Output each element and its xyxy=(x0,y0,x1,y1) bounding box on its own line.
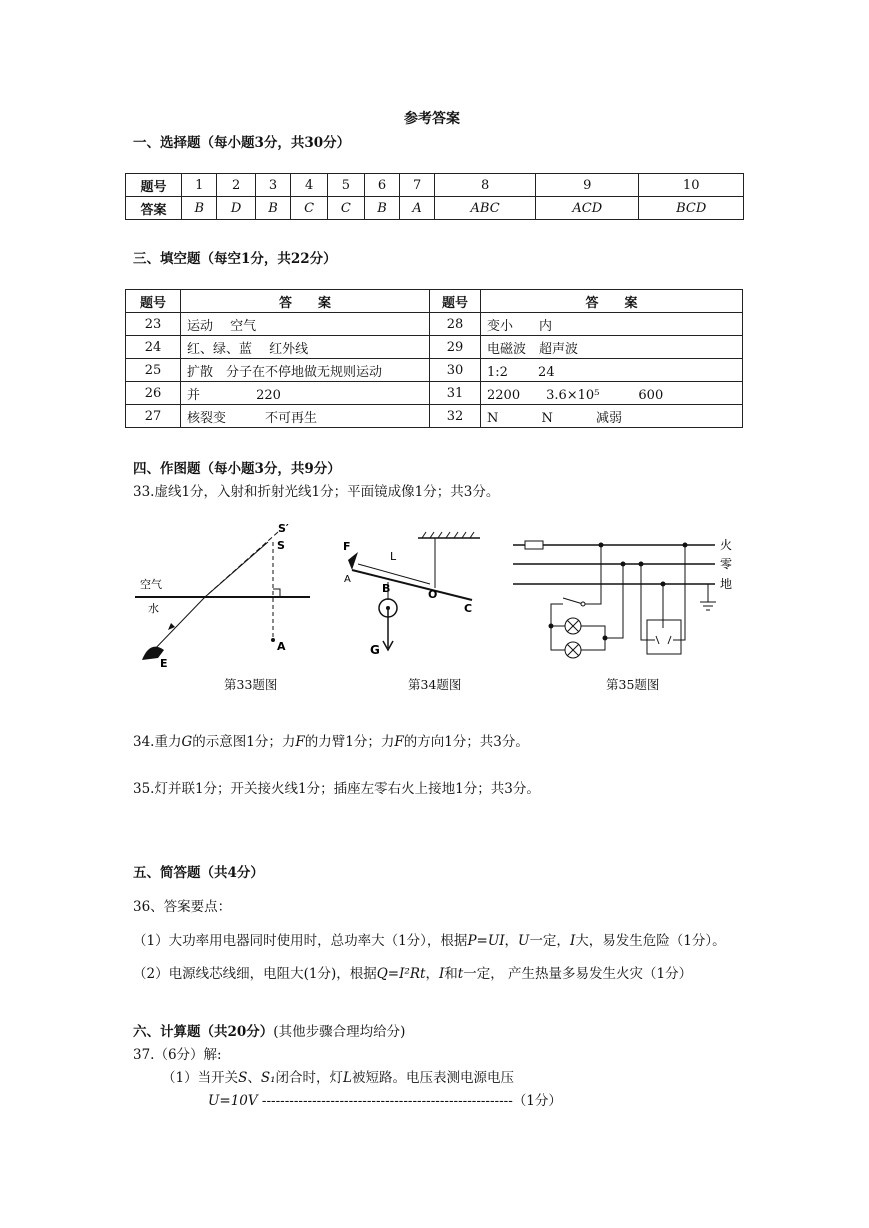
table-cell: 1 xyxy=(182,174,217,197)
ceiling-hatch xyxy=(422,532,474,538)
live-label: 火 xyxy=(720,538,733,552)
text-run: I xyxy=(438,966,445,982)
text-run: 的方向1分；共3分。 xyxy=(403,734,529,750)
table-cell: 6 xyxy=(364,174,399,197)
table-cell: C xyxy=(291,197,328,220)
table-cell: 4 xyxy=(291,174,328,197)
table-cell: 28 xyxy=(430,313,481,336)
text-run: 和 xyxy=(444,966,458,982)
table-header-q: 题号 xyxy=(126,174,182,197)
socket-icon xyxy=(647,620,681,654)
score-note: （1分） xyxy=(512,1093,562,1109)
table-cell: 9 xyxy=(536,174,639,197)
text-run: 34.重力 xyxy=(133,734,182,750)
text-run: Q=I²Rt xyxy=(376,966,426,982)
section-6-heading: 六、计算题（共20分） xyxy=(133,1024,274,1040)
table-cell: 24 xyxy=(126,336,181,359)
text-run: 、 xyxy=(247,1070,261,1086)
table-row xyxy=(126,174,744,197)
text-run: 大，易发生危险（1分）。 xyxy=(575,933,726,949)
table-cell: 26 xyxy=(126,382,181,405)
a-label: A xyxy=(344,574,351,585)
table-cell: C xyxy=(328,197,365,220)
figure-33-caption: 第33题图 xyxy=(224,677,278,692)
s-label: S xyxy=(277,539,285,552)
table-row xyxy=(126,290,743,313)
table-cell: 8 xyxy=(435,174,536,197)
text-run: ， xyxy=(425,966,439,982)
water-label: 水 xyxy=(148,602,159,615)
q37-part-1 xyxy=(162,1066,514,1086)
table-row xyxy=(126,313,743,336)
force-arrow-icon xyxy=(348,552,358,570)
table-cell: 29 xyxy=(430,336,481,359)
table-cell: ACD xyxy=(536,197,639,220)
text-run: 一定， xyxy=(529,933,570,949)
incident-ray-line xyxy=(205,542,268,597)
g-label: G xyxy=(370,643,380,657)
table-cell: 23 xyxy=(126,313,181,336)
table-row xyxy=(126,382,743,405)
text-run: S xyxy=(238,1070,248,1086)
text-run: I xyxy=(569,933,576,949)
q36-point-2 xyxy=(133,962,692,982)
figure-35 xyxy=(513,532,743,664)
section-6-note: (其他步骤合理均给分) xyxy=(273,1024,406,1040)
table-header-q: 题号 xyxy=(430,290,481,313)
table-cell: 3 xyxy=(255,174,290,197)
table-row xyxy=(126,405,743,428)
dash-leader: ------------------------------------------------------- xyxy=(261,1093,513,1109)
table-cell: 2200 3.6×10⁵ 600 xyxy=(481,382,743,405)
table-cell: 10 xyxy=(639,174,744,197)
table-cell: N N 减弱 xyxy=(481,405,743,428)
text-run: 的力臂1分；力 xyxy=(304,734,395,750)
q37-text: 37.（6分）解: xyxy=(133,1047,222,1063)
right-angle-mark xyxy=(273,589,280,597)
table-row xyxy=(126,197,744,220)
table-cell: 扩散 分子在不停地做无规则运动 xyxy=(181,359,430,382)
table-cell: B xyxy=(255,197,290,220)
q37-equation-line xyxy=(208,1089,562,1109)
text-run: P=UI xyxy=(467,933,505,949)
table-cell: 5 xyxy=(328,174,365,197)
lamp-right-wire xyxy=(581,626,605,650)
text-run: S₁ xyxy=(260,1070,276,1086)
figure-34 xyxy=(340,530,500,662)
table-cell: ABC xyxy=(435,197,536,220)
q35-text: 35.灯并联1分；开关接火线1分；插座左零右火上接地1分；共3分。 xyxy=(133,781,540,797)
table-header-a: 答案 xyxy=(126,197,182,220)
lever-bar xyxy=(352,570,472,600)
lamp-neutral-wire xyxy=(605,564,623,638)
text-run: t xyxy=(457,966,464,982)
table-row xyxy=(126,359,743,382)
text-run: 被短路。电压表测电源电压 xyxy=(351,1070,514,1086)
table-cell: 32 xyxy=(430,405,481,428)
table-cell: 核裂变 不可再生 xyxy=(181,405,430,428)
fill-answer-table xyxy=(125,289,743,428)
text-run: （1）大功率用电器同时使用时，总功率大（1分），根据 xyxy=(133,933,468,949)
a-label: A xyxy=(277,640,286,653)
text-run: （2）电源线芯线细，电阻大(1分)，根据 xyxy=(133,966,377,982)
neutral-label: 零 xyxy=(720,557,733,571)
switch-contact xyxy=(581,602,585,606)
table-header-q: 题号 xyxy=(126,290,181,313)
q34-text xyxy=(133,730,529,750)
table-row xyxy=(126,336,743,359)
section-6-heading-line xyxy=(133,1020,405,1040)
section-5-heading: 五、简答题（共4分） xyxy=(133,865,264,881)
switch-blade xyxy=(563,598,583,604)
q36-point-1 xyxy=(133,929,726,949)
table-header-a: 答 案 xyxy=(481,290,743,313)
text-run: F xyxy=(295,734,305,750)
table-cell: BCD xyxy=(639,197,744,220)
choice-answer-table xyxy=(125,173,744,220)
earth-label: 地 xyxy=(720,577,733,591)
table-cell: B xyxy=(182,197,217,220)
table-cell: 变小 内 xyxy=(481,313,743,336)
point-a-dot xyxy=(271,638,275,642)
table-cell: 电磁波 超声波 xyxy=(481,336,743,359)
section-1-heading: 一、选择题（每小题3分，共30分） xyxy=(133,135,351,151)
l-label: L xyxy=(390,550,397,563)
table-cell: 7 xyxy=(400,174,435,197)
table-cell: 25 xyxy=(126,359,181,382)
table-cell: A xyxy=(400,197,435,220)
text-run: 闭合时，灯 xyxy=(275,1070,344,1086)
air-label: 空气 xyxy=(140,578,162,591)
f-label: F xyxy=(343,540,351,553)
table-header-a: 答 案 xyxy=(181,290,430,313)
table-cell: 运动 空气 xyxy=(181,313,430,336)
section-3-heading: 三、填空题（每空1分，共22分） xyxy=(133,251,337,267)
text-run: G xyxy=(181,734,193,750)
o-label: O xyxy=(428,588,438,601)
text-run: L xyxy=(343,1070,352,1086)
figure-34-caption: 第34题图 xyxy=(408,677,462,692)
text-run: 一定， 产生热量多易发生火灾（1分） xyxy=(463,966,693,982)
switch-wire xyxy=(583,545,601,604)
section-4-heading: 四、作图题（每小题3分，共9分） xyxy=(133,461,341,477)
table-cell: 31 xyxy=(430,382,481,405)
text-run: U xyxy=(518,933,530,949)
c-label: C xyxy=(464,602,473,615)
b-label: B xyxy=(382,582,391,595)
q33-text: 33.虚线1分，入射和折射光线1分；平面镜成像1分；共3分。 xyxy=(133,484,500,500)
e-label: E xyxy=(160,657,168,670)
table-cell: 2 xyxy=(217,174,255,197)
text-run: F xyxy=(394,734,404,750)
equation: U=10V xyxy=(208,1093,258,1109)
q36-text: 36、答案要点： xyxy=(133,899,232,915)
fuse-icon xyxy=(525,541,543,549)
table-cell: 红、绿、蓝 红外线 xyxy=(181,336,430,359)
text-run: 的示意图1分；力 xyxy=(192,734,296,750)
s-prime-label: S′ xyxy=(278,522,289,535)
table-cell: 并 220 xyxy=(181,382,430,405)
table-cell: 27 xyxy=(126,405,181,428)
page-title: 参考答案 xyxy=(404,111,460,127)
figure-33 xyxy=(130,522,315,672)
table-cell: 30 xyxy=(430,359,481,382)
figure-35-caption: 第35题图 xyxy=(606,677,660,692)
text-run: （1）当开关 xyxy=(162,1070,239,1086)
table-cell: B xyxy=(364,197,399,220)
text-run: ， xyxy=(504,933,519,949)
table-cell: D xyxy=(217,197,255,220)
table-cell: 1:2 24 xyxy=(481,359,743,382)
